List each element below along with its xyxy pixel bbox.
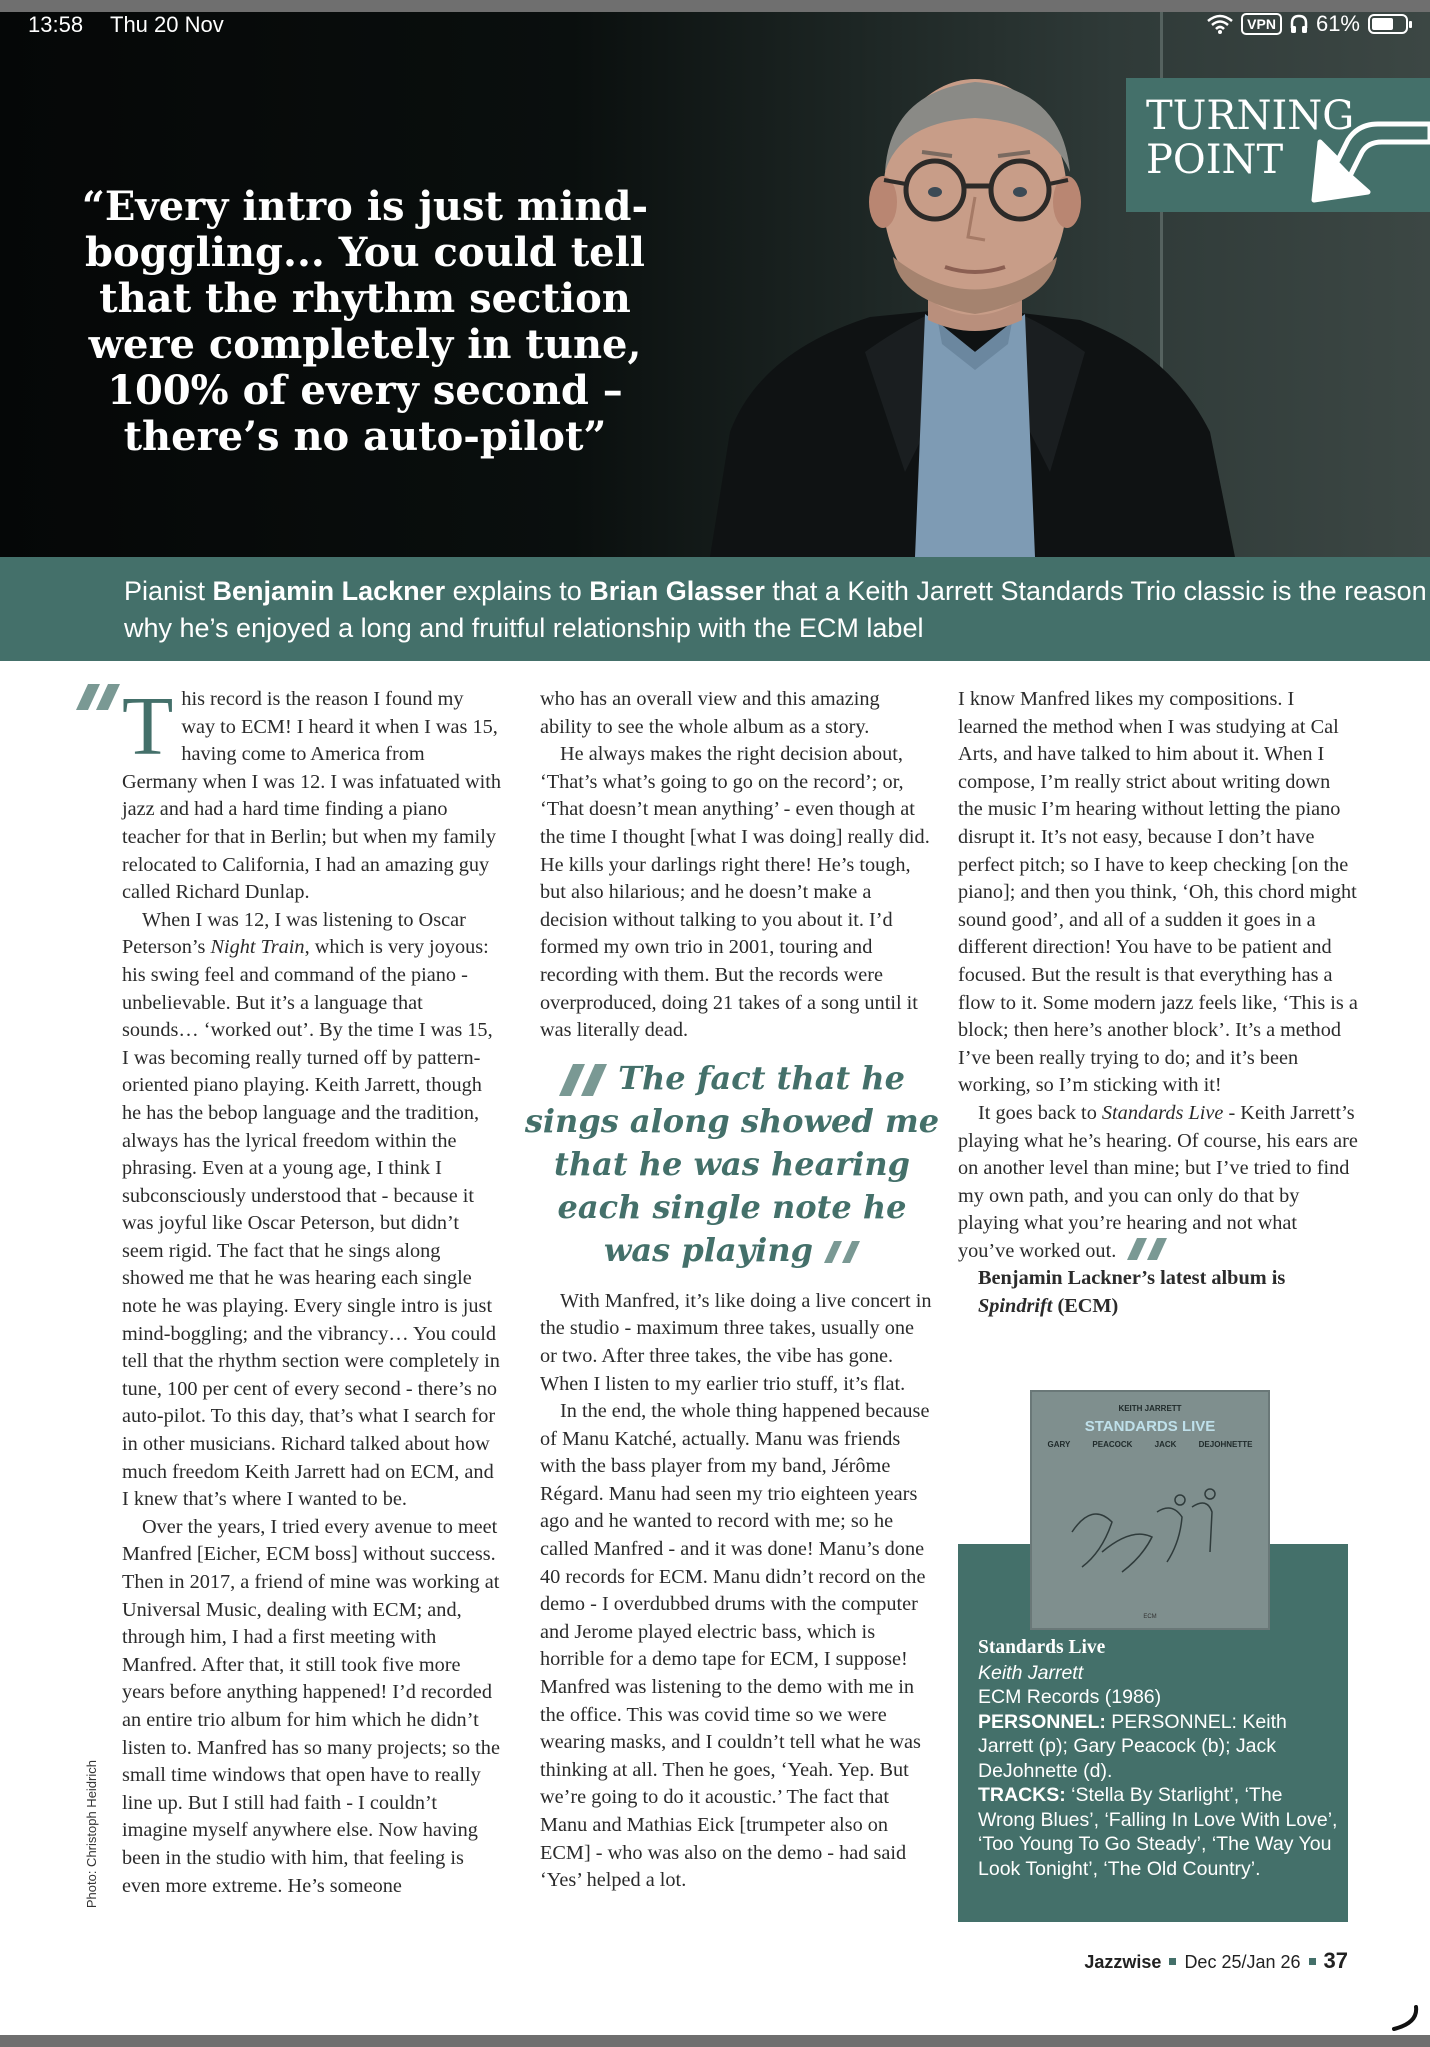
paragraph: It goes back to Standards Live - Keith Jarrett’s playing what he’s hearing. Of course, his ears are on another level than mine; but I’ve tried to find my own path, and you can only do that by playing what you’re hearing and not what you’ve worked out. — [958, 1101, 1358, 1262]
wifi-icon — [1207, 14, 1233, 34]
battery-percent: 61% — [1315, 11, 1360, 36]
bottom-edge — [0, 2035, 1430, 2047]
album-details — [978, 1636, 1338, 1881]
album-personnel: PERSONNEL: PERSONNEL: Keith Jarrett (p); Gary Peacock (b); Jack DeJohnette (d). — [978, 1710, 1287, 1782]
album-cover: KEITH JARRETT STANDARDS LIVE GARY PEACOCK JACK DEJOHNETTE ECM — [1032, 1392, 1268, 1628]
author-name: Brian Glasser — [589, 576, 765, 606]
album-artist: Keith Jarrett — [978, 1661, 1084, 1684]
page-number: 37 — [1323, 1948, 1348, 1973]
photo-credit: Photo: Christoph Heidrich — [84, 1760, 99, 1909]
drop-cap: T — [122, 680, 174, 773]
separator-square — [1169, 1958, 1176, 1965]
turning-point-badge — [1126, 78, 1430, 212]
album-label-year: ECM Records (1986) — [978, 1686, 1162, 1708]
hero-pull-quote: “Every intro is just mind-boggling... You could tell that the rhythm section were completely in tune, 100% of every second – there’s no auto-pilot” — [81, 183, 649, 460]
article-column-1 — [122, 680, 502, 1900]
clock: 13:58 — [28, 12, 84, 37]
paragraph: Over the years, I tried every avenue to meet Manfred [Eicher, ECM boss] without success. Then in 2017, a friend of mine was working at Universal Music, dealing with ECM; and, through him, I had a first meeting with Manfred. After that, it still took five more years before anything happened! I’d recorded an entire trio album for him which he didn’t listen to. Manfred has so many projects; so the small time windows that open have to really line up. But I still had faith - I couldn’t imagine myself anywhere else. Now having been in the studio with him, that feeling is even more extreme. He’s someone — [122, 1515, 500, 1897]
article-column-2 — [524, 686, 940, 1895]
paragraph: his record is the reason I found my way to ECM! I heard it when I was 15, having come to America from Germany when I was 12. I was infatuated with jazz and had a hard time finding a piano teacher for that in Berlin; but when my family relocated to California, I had an amazing guy called Richard Dunlap. — [122, 688, 502, 904]
pull-quote: The fact that he sings along showed me that he was hearing each single note he was playing — [524, 1058, 940, 1269]
magazine-name: Jazzwise — [1084, 1952, 1162, 1972]
paragraph: He always makes the right decision about, ‘That’s what’s going to go on the record’; or, ‘That doesn’t mean anything’ - even though at the time I thought [what I was doing] really did. He kills your darlings right there! He’s tough, but also hilarious; and he doesn’t make a decision without talking to you about it. I’d formed my own trio in 2001, touring and recording with them. But the records were overproduced, doing 21 takes of a song until it was literally dead. — [540, 743, 930, 1042]
headphones-icon — [1290, 14, 1308, 34]
paragraph: With Manfred, it’s like doing a live concert in the studio - maximum three takes, usually one or two. After three takes, the vibe has gone. When I listen to my earlier trio stuff, it’s flat. — [540, 1289, 932, 1395]
status-indicators — [1207, 11, 1408, 37]
separator-square — [1309, 1958, 1316, 1965]
date: Thu 20 Nov — [110, 12, 224, 37]
paragraph: In the end, the whole thing happened because of Manu Katché, actually. Manu was friends with the bass player from my band, Jérôme Régard. Manu had seen my trio eighteen years ago and he wanted to record with me; so he called Manfred - and it was done! Manu’s done 40 records for ECM. Manu didn’t record on the demo - I overdubbed drums with the computer and Jerome played electric bass, which is horrible for a demo tape for ECM, I suppose! Manfred was listening to the demo with me in the office. This was covid time so we were wearing masks, and I couldn’t tell what he was thinking at all. Then he goes, ‘Yeah. Yep. But we’re going to do it acoustic.’ The fact that Manu and Mathias Eick [trumpeter also on ECM] - who was also on the demo - had said ‘Yes’ helped a lot. — [540, 1400, 930, 1892]
page-footer — [1084, 1948, 1348, 1974]
paragraph: I know Manfred likes my compositions. I learned the method when I was studying at Cal Arts, and have talked to him about it. When I compose, I’m really strict about writing down the music I’m hearing without letting the piano disrupt it. It’s not easy, because I don’t have perfect pitch; so I have to keep checking [on the piano]; and then you think, ‘Oh, this chord might sound good’, and all of a sudden it goes in a different direction! You have to be patient and focused. But the result is that everything has a flow to it. Some modern jazz feels like, ‘This is a block; then here’s another block’. It’s a method I’ve been really trying to do; and it’s been working, so I’m sticking with it! — [958, 688, 1358, 1097]
hero-banner — [0, 12, 1430, 557]
paragraph: When I was 12, I was listening to Oscar Peterson’s Night Train, which is very joyous: his swing feel and command of the piano - unbelievable. But it’s a language that sounds… ‘worked out’. By the time I was 15, I was becoming really turned off by pattern-oriented piano playing. Keith Jarrett, though he has the bebop language and the tradition, always has the lyrical freedom within the phrasing. Even at a young age, I think I subconsciously understood that - because it was joyful like Oscar Peterson, but didn’t seem rigid. The fact that he sings along showed me that he was hearing each single note he was playing. Every single intro is just mind-boggling; and the vibrancy… You could tell that the rhythm section were completely in tune, 100 per cent of every second - there’s no auto-pilot. To this day, that’s what I search for in other musicians. Richard talked about how much freedom Keith Jarrett had on ECM, and I knew that’s where I wanted to be. — [122, 908, 500, 1511]
turning-arrow-icon — [1306, 88, 1430, 208]
album-tracks: TRACKS: ‘Stella By Starlight’, ‘The Wrong Blues’, ‘Falling In Love With Love’, ‘Too Young To Go Steady’, ‘The Way You Look Tonight’, ‘The Old Country’. — [978, 1784, 1338, 1880]
album-title: Standards Live — [978, 1637, 1106, 1658]
badge-text: TURNING POINT — [1146, 93, 1355, 183]
quote-mark-icon — [559, 1064, 607, 1096]
quote-mark-icon — [824, 1241, 860, 1263]
paragraph: who has an overall view and this amazing ability to see the whole album as a story. — [540, 688, 880, 738]
status-bar — [0, 12, 1430, 42]
cover-line-drawing — [1062, 1472, 1242, 1582]
page-curl-icon[interactable] — [1390, 2005, 1420, 2031]
subject-name: Benjamin Lackner — [212, 576, 446, 606]
album-credit-line: Benjamin Lackner’s latest album is Spindrift (ECM) — [978, 1267, 1286, 1318]
issue-date: Dec 25/Jan 26 — [1184, 1952, 1301, 1972]
close-quote-mark-icon — [1127, 1238, 1167, 1260]
battery-icon — [1368, 14, 1408, 34]
standfirst: Pianist Benjamin Lackner explains to Brian Glasser that a Keith Jarrett Standards Trio classic is the reason why he’s enjoyed a long and fruitful relationship with the ECM label — [0, 557, 1430, 661]
vpn-badge: VPN — [1241, 13, 1282, 35]
article-column-3 — [958, 686, 1358, 1321]
open-quote-mark-icon — [76, 684, 120, 710]
